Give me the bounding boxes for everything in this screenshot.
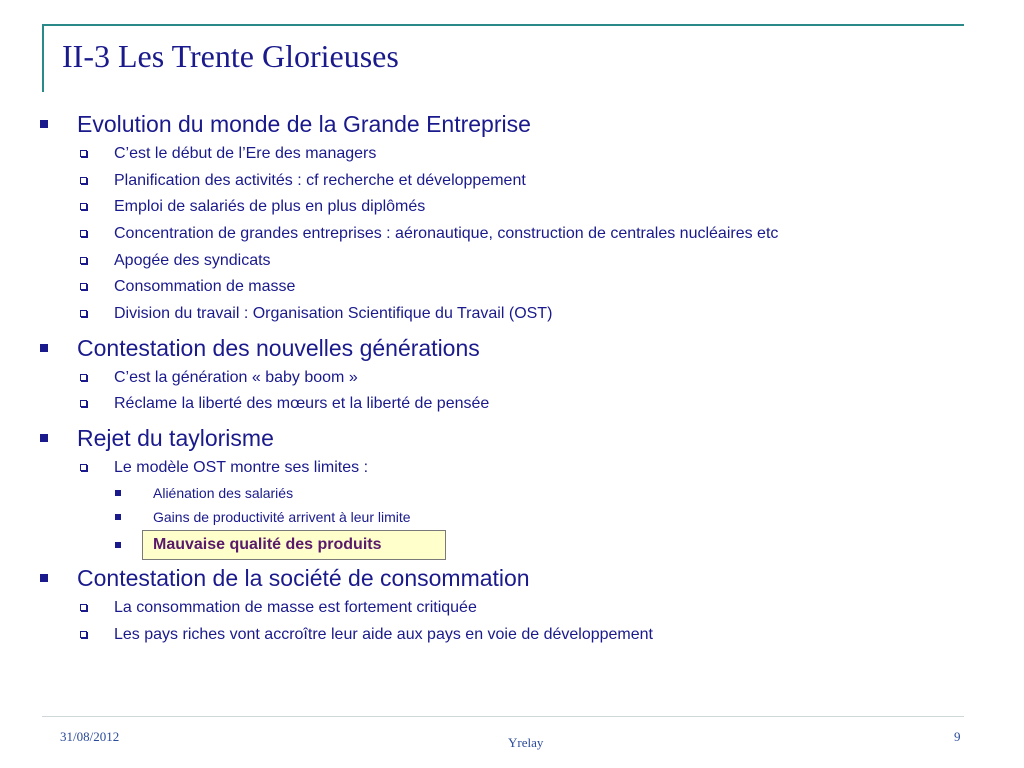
sub-list-item-text: Gains de productivité arrivent à leur limite	[153, 509, 411, 525]
square-bullet-icon	[115, 514, 121, 520]
list-item-text: Apogée des syndicats	[114, 252, 271, 269]
section-heading-text: Evolution du monde de la Grande Entreprise	[77, 111, 531, 137]
list-item-text: C’est la génération « baby boom »	[114, 369, 358, 386]
list-item-text: Concentration de grandes entreprises : aéronautique, construction de centrales nucléaires etc	[114, 225, 779, 242]
hollow-square-bullet-icon	[80, 374, 87, 381]
section-heading-text: Contestation de la société de consommation	[77, 565, 530, 591]
hollow-square-bullet-icon	[80, 400, 87, 407]
list-item-text: Division du travail : Organisation Scientifique du Travail (OST)	[114, 305, 553, 322]
sub-list-item-text: Aliénation des salariés	[153, 485, 294, 501]
hollow-square-bullet-icon	[80, 203, 87, 210]
hollow-square-bullet-icon	[80, 631, 87, 638]
hollow-square-bullet-icon	[80, 464, 87, 471]
list-item-text: Réclame la liberté des mœurs et la liberté de pensée	[114, 395, 490, 412]
footer-date: 31/08/2012	[60, 729, 120, 744]
title-frame-left-line	[42, 24, 44, 92]
hollow-square-bullet-icon	[80, 150, 87, 157]
highlighted-item-text: Mauvaise qualité des produits	[153, 536, 382, 553]
hollow-square-bullet-icon	[80, 177, 87, 184]
list-item-text: Le modèle OST montre ses limites :	[114, 459, 369, 476]
list-item-text: Consommation de masse	[114, 278, 296, 295]
hollow-square-bullet-icon	[80, 283, 87, 290]
title-frame-top-line	[42, 24, 964, 26]
square-bullet-icon	[115, 490, 121, 496]
section-heading-text: Contestation des nouvelles générations	[77, 335, 480, 361]
list-item-text: Les pays riches vont accroître leur aide aux pays en voie de développement	[114, 626, 653, 643]
page-number: 9	[954, 729, 961, 744]
list-item-text: C’est le début de l’Ere des managers	[114, 145, 377, 162]
square-bullet-icon	[115, 542, 121, 548]
footer-divider	[42, 716, 964, 717]
hollow-square-bullet-icon	[80, 257, 87, 264]
list-item-text: La consommation de masse est fortement critiquée	[114, 599, 477, 616]
hollow-square-bullet-icon	[80, 604, 87, 611]
square-bullet-icon	[40, 434, 48, 442]
square-bullet-icon	[40, 344, 48, 352]
square-bullet-icon	[40, 120, 48, 128]
square-bullet-icon	[40, 574, 48, 582]
hollow-square-bullet-icon	[80, 310, 87, 317]
list-item-text: Planification des activités : cf recherche et développement	[114, 172, 526, 189]
section-heading-text: Rejet du taylorisme	[77, 425, 274, 451]
slide-title: II-3 Les Trente Glorieuses	[62, 38, 399, 74]
list-item-text: Emploi de salariés de plus en plus diplômés	[114, 198, 426, 215]
hollow-square-bullet-icon	[80, 230, 87, 237]
footer-author: Yrelay	[508, 735, 544, 750]
